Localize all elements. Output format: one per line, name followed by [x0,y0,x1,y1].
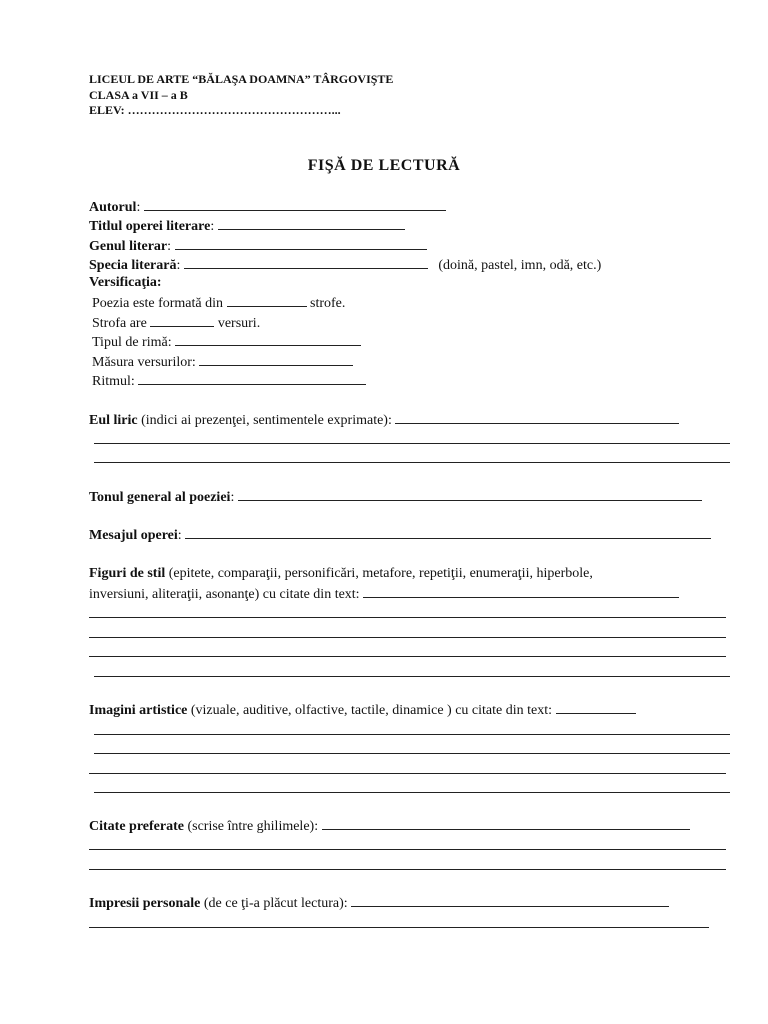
section-hint: (scrise între ghilimele): [187,819,319,834]
answer-blank[interactable] [227,293,307,307]
answer-blank[interactable] [199,352,353,366]
field-hint: (doină, pastel, imn, odă, etc.) [438,258,602,273]
section-hint: (indici ai prezenţei, sentimentele exprimate): [141,413,392,428]
section-imagini [89,700,636,720]
section-label: Eul liric [89,413,138,428]
answer-line[interactable] [89,849,726,850]
school-name: LICEUL DE ARTE “BĂLAŞA DOAMNA” TÂRGOVIŞTE [89,72,394,86]
text: versuri. [217,316,261,331]
versification-ritmul [92,371,366,391]
answer-line[interactable] [94,462,730,463]
answer-line[interactable] [94,443,730,444]
section-figuri [89,565,593,583]
class-name: CLASA a VII – a B [89,87,188,102]
answer-blank[interactable] [184,255,428,269]
field-specia: Specia literară: (doină, pastel, imn, odă, etc.) [89,255,601,275]
answer-blank[interactable] [175,332,361,346]
section-label: Mesajul operei [89,528,178,543]
text: Ritmul: [92,374,135,389]
field-genul: Genul literar: [89,236,427,256]
section-figuri-line2 [89,584,679,604]
text: Strofa are [92,316,147,331]
section-tonul: Tonul general al poeziei: [89,487,702,507]
section-label: Tonul general al poeziei [89,490,231,505]
answer-blank[interactable] [138,371,366,385]
section-label: Citate preferate [89,819,184,834]
section-eul-liric [89,410,679,430]
field-label: Autorul [89,200,137,215]
field-label: Titlul operei literare [89,219,211,234]
answer-line[interactable] [94,753,730,754]
page-title: FIŞĂ DE LECTURĂ [307,157,461,174]
section-label: Impresii personale [89,896,201,911]
answer-blank[interactable] [395,410,679,424]
answer-line[interactable] [89,656,726,657]
section-label: Figuri de stil [89,566,166,581]
answer-line[interactable] [89,637,726,638]
text: strofe. [310,296,346,311]
versification-rima [92,332,361,352]
versification-versuri [92,313,260,333]
field-titlul: Titlul operei literare: [89,216,405,236]
text: Măsura versurilor: [92,355,196,370]
answer-line[interactable] [94,676,730,677]
document-header [89,72,393,119]
section-hint: (vizuale, auditive, olfactive, tactile, dinamice ) cu citate din text: [190,703,552,718]
section-hint: (epitete, comparaţii, personificări, metafore, repetiţii, enumeraţii, hiperbole, [168,566,593,581]
answer-blank[interactable] [175,236,427,250]
section-hint: (de ce ţi-a plăcut lectura): [203,896,348,911]
answer-line[interactable] [89,773,726,774]
section-citate [89,816,690,836]
answer-blank[interactable] [238,487,702,501]
section-hint: inversiuni, aliteraţii, asonanţe) cu citate din text: [89,587,360,602]
section-impresii [89,893,669,913]
field-autorul: Autorul: [89,197,446,217]
field-versificatia [89,274,162,292]
section-mesajul: Mesajul operei: [89,525,711,545]
answer-blank[interactable] [556,700,636,714]
answer-blank[interactable] [150,313,214,327]
answer-blank[interactable] [363,584,679,598]
text: Tipul de rimă: [92,335,172,350]
text: Poezia este formată din [92,296,224,311]
field-label: Versificaţia: [89,275,162,290]
field-label: Specia literară [89,258,177,273]
versification-strofe [92,293,345,313]
answer-line[interactable] [89,869,726,870]
answer-line[interactable] [94,792,730,793]
field-label: Genul literar [89,239,168,254]
answer-line[interactable] [94,734,730,735]
answer-line[interactable] [89,617,726,618]
versification-masura [92,352,353,372]
answer-blank[interactable] [185,525,711,539]
answer-blank[interactable] [351,893,669,907]
answer-blank[interactable] [144,197,446,211]
answer-blank[interactable] [322,816,690,830]
student-line[interactable]: ELEV: ……………………………………………... [89,103,341,117]
section-label: Imagini artistice [89,703,188,718]
answer-blank[interactable] [218,216,405,230]
answer-line[interactable] [89,927,709,928]
